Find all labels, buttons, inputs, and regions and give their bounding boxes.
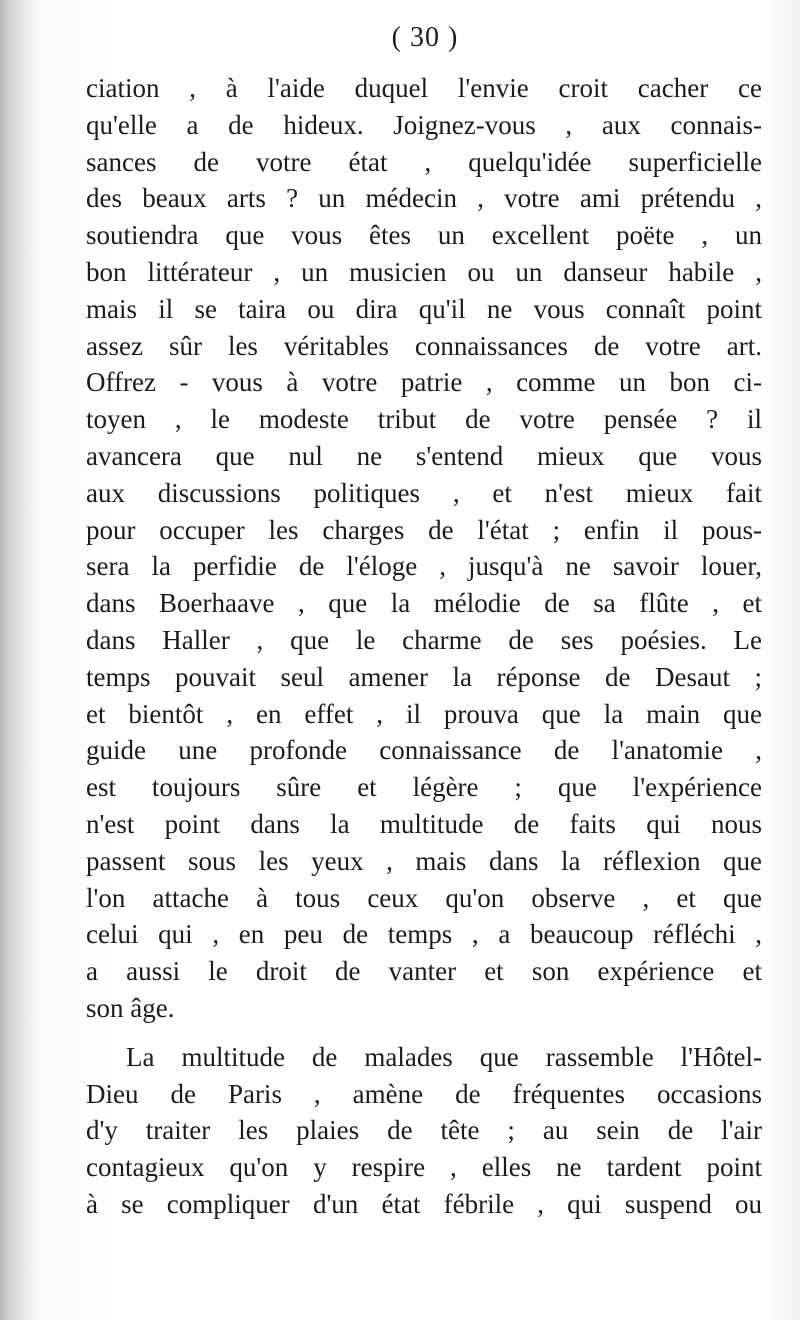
text-line: Offrez - vous à votre patrie , comme un bon ci- bbox=[86, 367, 762, 398]
text-line: passent sous les yeux , mais dans la réflexion que bbox=[86, 845, 762, 876]
text-line: qu'elle a de hideux. Joignez-vous , aux connais- bbox=[86, 109, 762, 140]
text-line: guide une profonde connaissance de l'anatomie , bbox=[86, 735, 762, 766]
text-line: a aussi le droit de vanter et son expérience et bbox=[86, 956, 762, 987]
text-line: contagieux qu'on y respire , elles ne tardent point bbox=[86, 1152, 762, 1183]
page-gutter-shadow bbox=[0, 0, 38, 1320]
text-line: dans Boerhaave , que la mélodie de sa flûte , et bbox=[86, 588, 762, 619]
text-line: sances de votre état , quelqu'idée superficielle bbox=[86, 146, 762, 177]
text-line: est toujours sûre et légère ; que l'expérience bbox=[86, 772, 762, 803]
text-line: soutiendra que vous êtes un excellent poëte , un bbox=[86, 220, 762, 251]
text-line: des beaux arts ? un médecin , votre ami prétendu , bbox=[86, 183, 762, 214]
text-line: l'on attache à tous ceux qu'on observe , et que bbox=[86, 882, 762, 913]
text-line: n'est point dans la multitude de faits qui nous bbox=[86, 808, 762, 839]
text-line: à se compliquer d'un état fébrile , qui suspend ou bbox=[86, 1188, 762, 1219]
text-line: bon littérateur , un musicien ou un danseur habile , bbox=[86, 256, 762, 287]
text-line: dans Haller , que le charme de ses poésies. Le bbox=[86, 624, 762, 655]
text-line: son âge. bbox=[86, 992, 175, 1023]
text-line: aux discussions politiques , et n'est mieux fait bbox=[86, 477, 762, 508]
text-line: ciation , à l'aide duquel l'envie croit cacher ce bbox=[86, 73, 762, 103]
text-line: celui qui , en peu de temps , a beaucoup réfléchi , bbox=[86, 919, 762, 950]
text-line: assez sûr les véritables connaissances de votre art. bbox=[86, 330, 762, 361]
text-line: avancera que nul ne s'entend mieux que vous bbox=[86, 440, 762, 471]
text-line: mais il se taira ou dira qu'il ne vous connaît point bbox=[86, 293, 762, 324]
text-line: Dieu de Paris , amène de fréquentes occasions bbox=[86, 1078, 762, 1109]
text-line: toyen , le modeste tribut de votre pensée ? il bbox=[86, 404, 762, 435]
text-line: temps pouvait seul amener la réponse de Desaut ; bbox=[86, 661, 762, 692]
text-line: sera la perfidie de l'éloge , jusqu'à ne savoir louer, bbox=[86, 551, 762, 582]
text-line: La multitude de malades que rassemble l'Hôtel- bbox=[126, 1041, 762, 1072]
text-line: d'y traiter les plaies de tête ; au sein de l'air bbox=[86, 1115, 762, 1146]
text-line: et bientôt , en effet , il prouva que la main que bbox=[86, 698, 762, 729]
page-number: ( 30 ) bbox=[391, 22, 459, 53]
text-line: pour occuper les charges de l'état ; enfin il pous- bbox=[86, 514, 762, 545]
body-text bbox=[86, 70, 762, 1223]
